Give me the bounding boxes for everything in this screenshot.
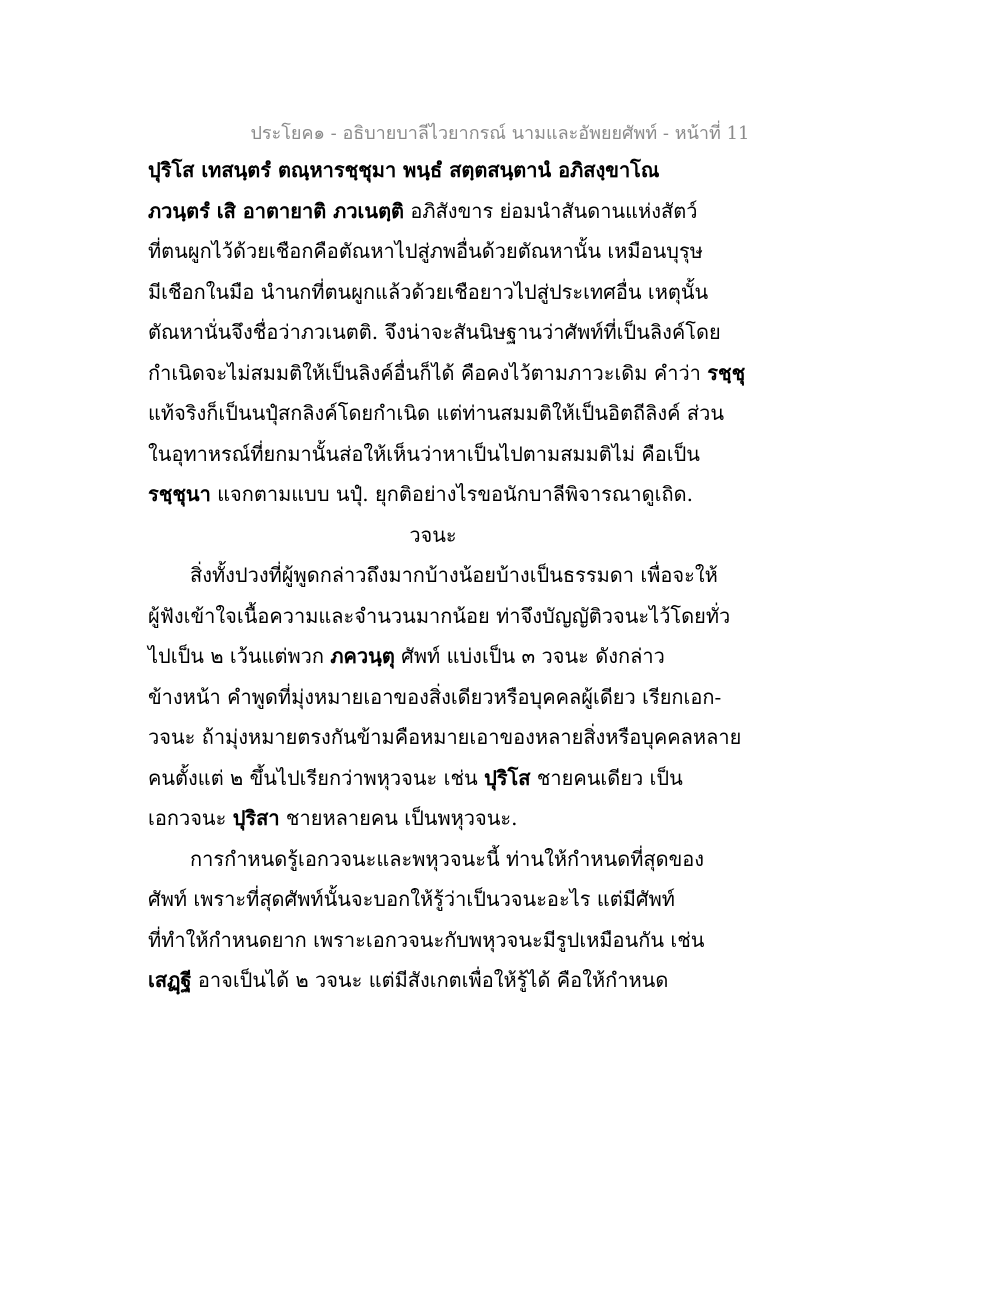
text-line	[148, 758, 708, 799]
text-line	[148, 474, 708, 515]
text-segment: อาจเป็นได้ ๒ วจนะ แต่มีสังเกตเพื่อให้รู้ได้ คือให้กำหนด	[191, 968, 669, 992]
text-segment: วจนะ	[409, 522, 457, 547]
page-header-text: ประโยค๑ - อธิบายบาลีไวยากรณ์ นามและอัพยยศัพท์ - หน้าที่ 11	[250, 123, 750, 144]
text-segment: การกำหนดรู้เอกวจนะและพหุวจนะนี้ ท่านให้กำหนดที่สุดของ	[190, 846, 705, 871]
text-line	[148, 839, 708, 880]
text-segment: มีเชือกในมือ นำนกที่ตนผูกแล้วด้วยเชือยาวไปสู่ประเทศอื่น เหตุนั้น	[148, 279, 709, 304]
text-segment: ที่ทำให้กำหนดยาก เพราะเอกวจนะกับพหุวจนะมีรูปเหมือนกัน เช่น	[148, 927, 705, 952]
pali-term: ปุริโส	[484, 765, 531, 790]
pali-term: ภควนฺตุ	[330, 644, 395, 668]
text-line	[148, 150, 708, 191]
text-line	[148, 434, 708, 475]
text-line	[148, 353, 746, 394]
pali-term: ปุริสา	[232, 806, 280, 830]
text-line	[148, 555, 718, 596]
text-segment: อภิสังขาร ย่อมนำสันดานแห่งสัตว์	[404, 198, 698, 223]
pali-term: เสฏฺฐี	[148, 968, 192, 992]
text-line	[148, 312, 721, 353]
pali-term: รชฺชุ	[707, 360, 746, 385]
text-line	[148, 272, 708, 313]
text-line	[148, 717, 742, 758]
text-segment: คนตั้งแต่ ๒ ขึ้นไปเรียกว่าพหุวจนะ เช่น	[148, 765, 485, 790]
text-segment: ศัพท์ แบ่งเป็น ๓ วจนะ ดังกล่าว	[394, 644, 665, 668]
text-line	[148, 920, 708, 961]
text-segment: ชายหลายคน เป็นพหุวจนะ.	[279, 806, 518, 830]
page-body	[148, 150, 746, 1001]
text-line	[148, 393, 724, 434]
pali-term: ภวนฺตรํ เสิ อาตายาติ ภวเนตฺติ	[148, 198, 405, 223]
text-segment: แจกตามแบบ นปุํ. ยุกติอย่างไรขอนักบาลีพิจารณาดูเถิด.	[210, 482, 693, 506]
text-segment: ศัพท์ เพราะที่สุดศัพท์นั้นจะบอกให้รู้ว่าเป็นวจนะอะไร แต่มีศัพท์	[148, 887, 675, 911]
text-segment: สิ่งทั้งปวงที่ผู้พูดกล่าวถึงมากบ้างน้อยบ้างเป็นธรรมดา เพื่อจะให้	[190, 563, 718, 587]
pali-term: ปุริโส เทสนฺตรํ ตณฺหารชฺชุมา พนฺธํ สตฺตสนฺตานํ อภิสงฺขาโณ	[148, 158, 660, 182]
pali-term: รชฺชุนา	[148, 482, 211, 506]
page-header	[0, 118, 1000, 147]
text-line	[148, 596, 731, 637]
text-line	[148, 636, 708, 677]
text-segment: กำเนิดจะไม่สมมติให้เป็นลิงค์อื่นก็ได้ คือคงไว้ตามภาวะเดิม คำว่า	[148, 360, 708, 385]
text-segment: ชายคนเดียว เป็น	[530, 765, 683, 790]
text-segment: ในอุทาหรณ์ที่ยกมานั้นส่อให้เห็นว่าหาเป็นไปตามสมมติไม่ คือเป็น	[148, 441, 700, 466]
section-heading	[148, 515, 708, 556]
text-line	[148, 879, 708, 920]
text-segment: ที่ตนผูกไว้ด้วยเชือกคือตัณหาไปสู่ภพอื่นด้วยตัณหานั้น เหมือนบุรุษ	[148, 239, 703, 263]
text-segment: เอกวจนะ	[148, 806, 233, 830]
text-line	[148, 960, 708, 1001]
text-line	[148, 798, 708, 839]
text-line	[148, 191, 708, 232]
text-segment: แท้จริงก็เป็นนปุํสกลิงค์โดยกำเนิด แต่ท่านสมมติให้เป็นอิตถีลิงค์ ส่วน	[148, 401, 724, 425]
text-segment: ข้างหน้า คำพูดที่มุ่งหมายเอาของสิ่งเดียวหรือบุคคลผู้เดียว เรียกเอก-	[148, 684, 722, 709]
text-segment: ไปเป็น ๒ เว้นแต่พวก	[148, 644, 331, 668]
text-line	[148, 677, 722, 718]
text-segment: ผู้ฟังเข้าใจเนื้อความและจำนวนมากน้อย ท่าจึงบัญญัติวจนะไว้โดยทั่ว	[148, 603, 731, 628]
text-line	[148, 231, 708, 272]
text-segment: วจนะ ถ้ามุ่งหมายตรงกันข้ามคือหมายเอาของหลายสิ่งหรือบุคคลหลาย	[148, 725, 742, 749]
text-segment: ตัณหานั่นจึงชื่อว่าภวเนตติ. จึงน่าจะสันนิษฐานว่าศัพท์ที่เป็นลิงค์โดย	[148, 320, 721, 344]
